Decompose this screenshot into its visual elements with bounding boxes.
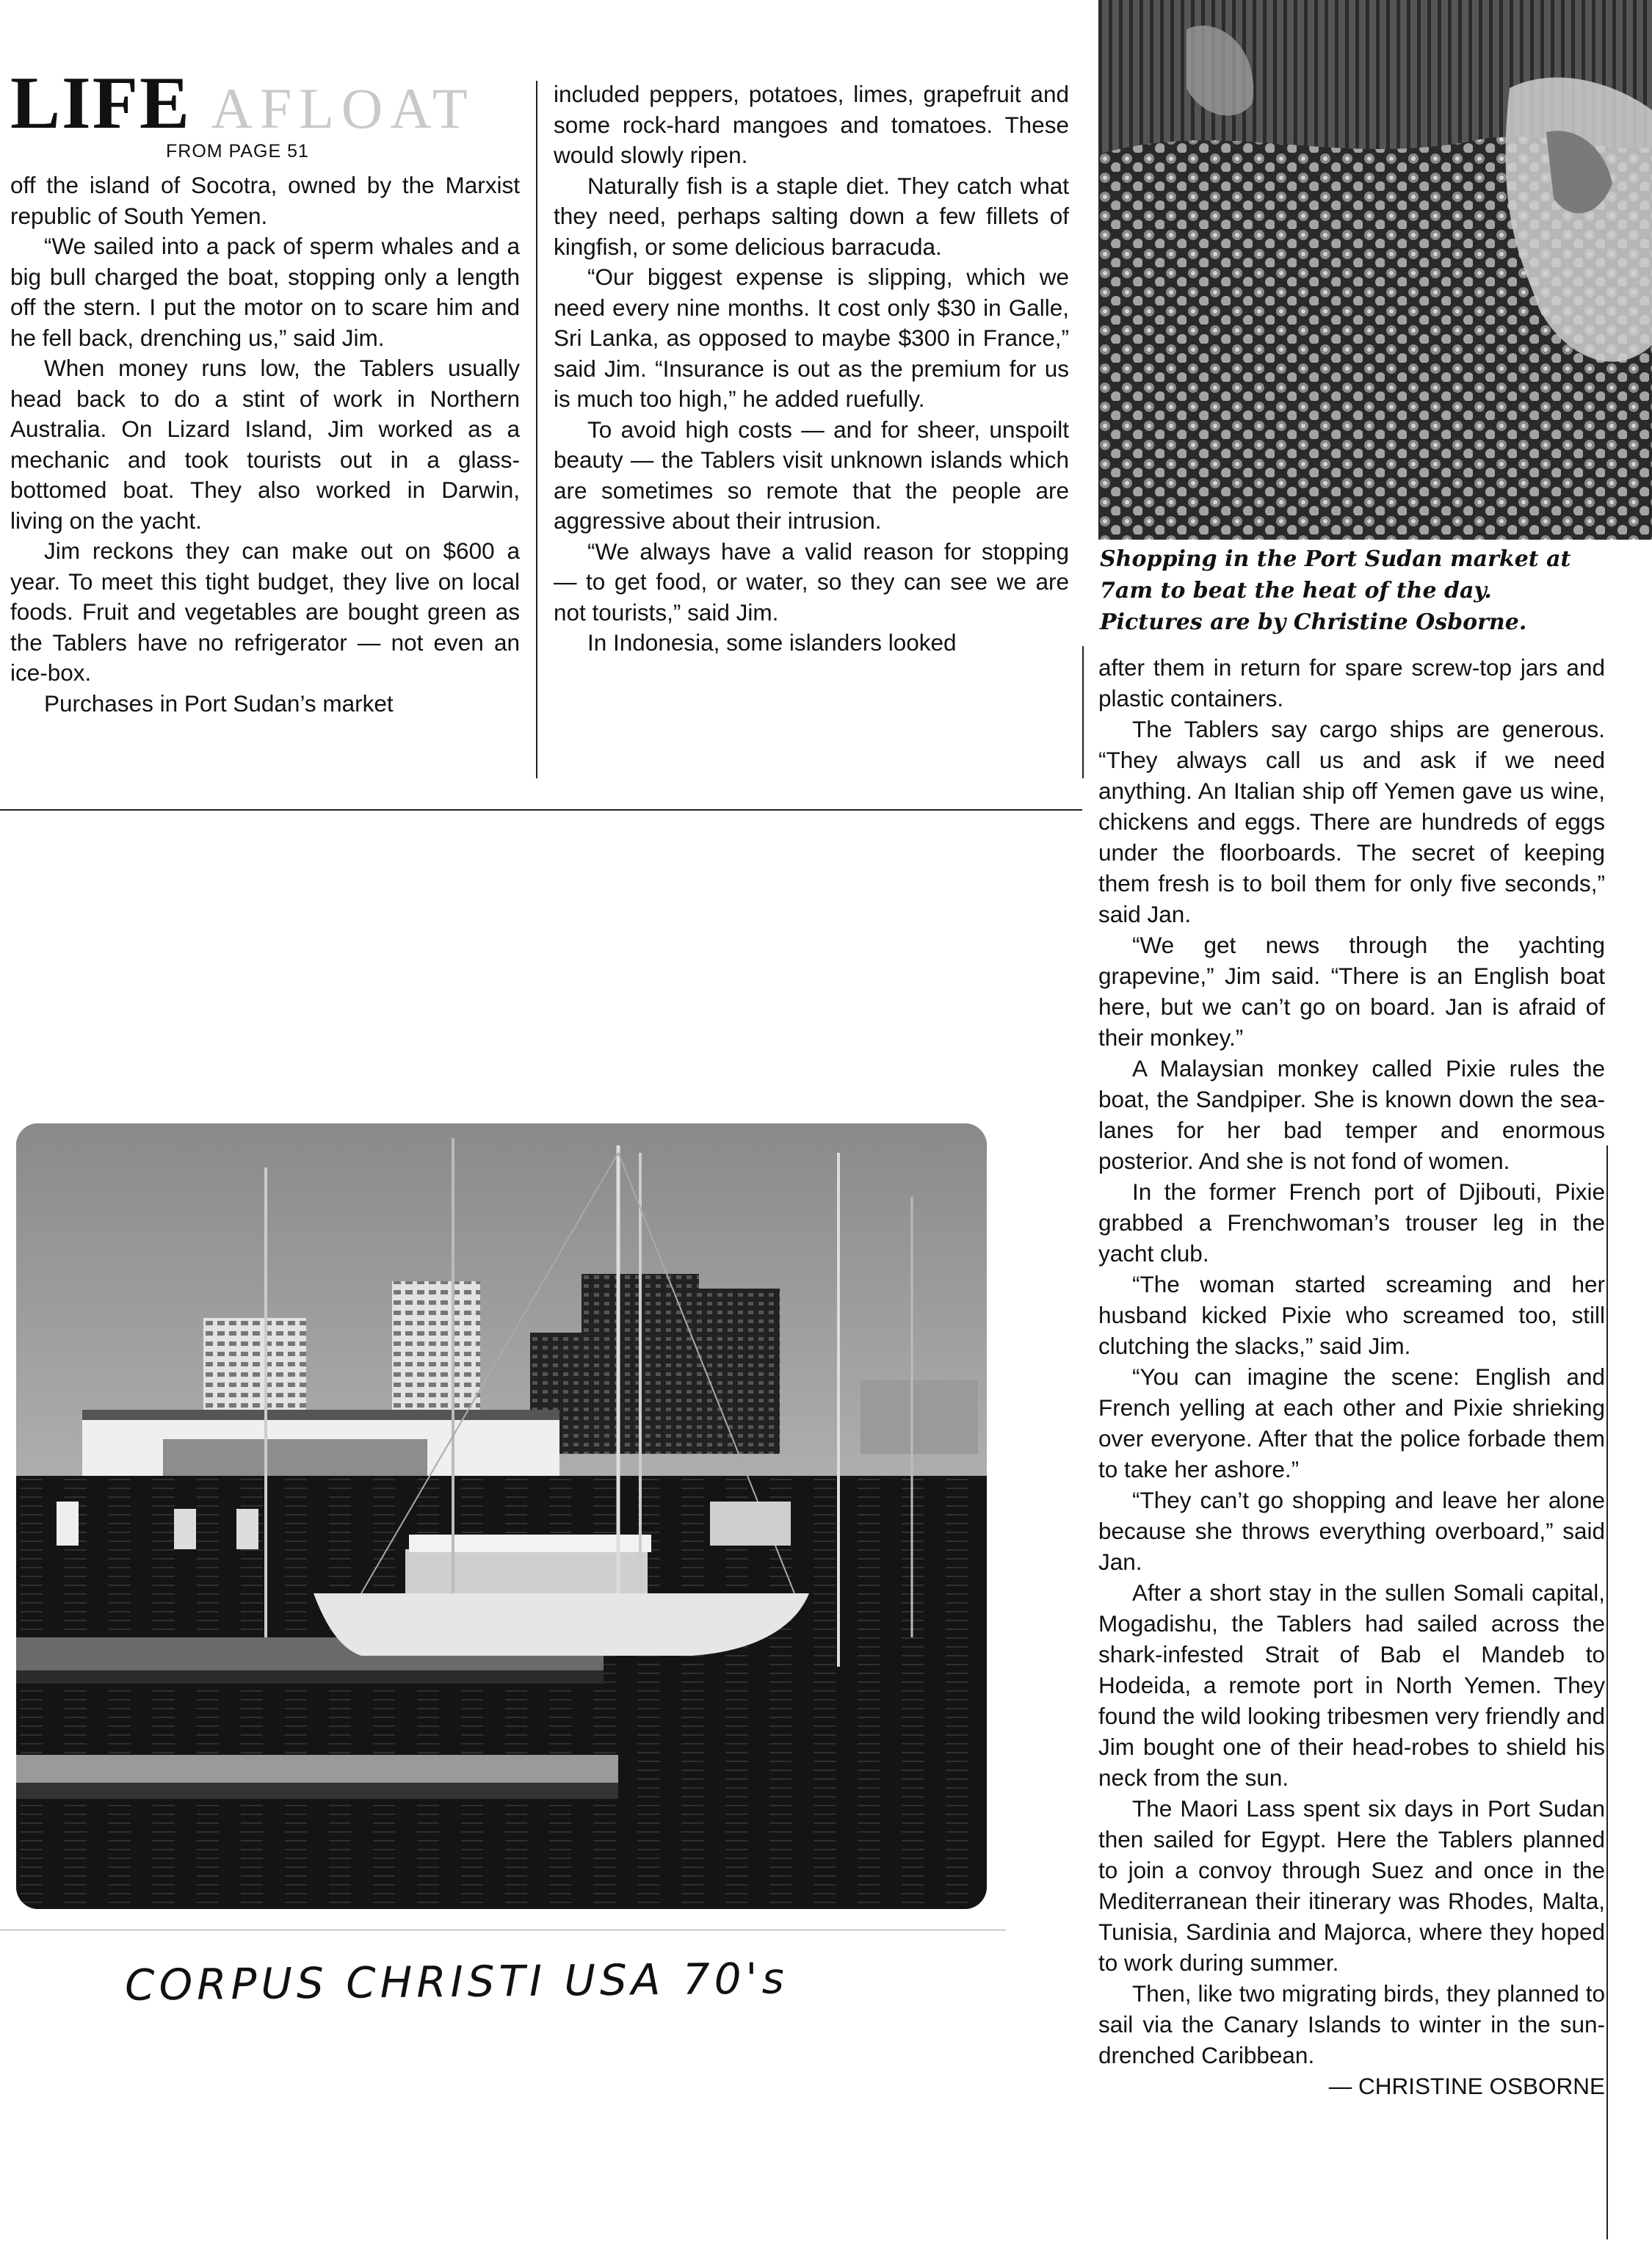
paragraph: Purchases in Port Sudan’s market	[44, 689, 394, 717]
article-column-2	[554, 79, 1069, 659]
byline: — CHRISTINE OSBORNE	[1328, 2073, 1605, 2099]
paragraph: “They can’t go shopping and leave her alone because she throws everything overboard,” said Jan.	[1098, 1487, 1605, 1575]
paragraph: off the island of Socotra, owned by the Marxist republic of South Yemen.	[10, 172, 520, 229]
paragraph: In the former French port of Djibouti, Pixie grabbed a Frenchwoman’s trouser leg in the yacht club.	[1098, 1178, 1605, 1267]
paragraph: after them in return for spare screw-top jars and plastic containers.	[1098, 654, 1605, 711]
paragraph: “The woman started screaming and her husband kicked Pixie who screamed too, still clutching the slacks,” said Jim.	[1098, 1271, 1605, 1359]
column-divider	[1082, 646, 1084, 778]
paragraph: In Indonesia, some islanders looked	[587, 629, 957, 656]
article-masthead	[10, 62, 475, 145]
column-divider	[536, 81, 537, 778]
paragraph: The Maori Lass spent six days in Port Sudan then sailed for Egypt. Here the Tablers planned to join a convoy through Suez and once in the Mediterranean their itinerary was Rhodes, Malta, Tunisia, Sardinia and Majorca, where they hoped to work during summer.	[1098, 1795, 1605, 1976]
paragraph: To avoid high costs — and for sheer, unspoilt beauty — the Tablers visit unknown islands which are sometimes so remote that the people are aggressive about their intrusion.	[554, 416, 1069, 534]
paragraph: Naturally fish is a staple diet. They catch what they need, perhaps salting down a few fillets of kingfish, or some delicious barracuda.	[554, 172, 1069, 260]
paragraph: “You can imagine the scene: English and French yelling at each other and Pixie shrieking over everyone. After that the police forbade them to take her ashore.”	[1098, 1363, 1605, 1482]
paragraph: “Our biggest expense is slipping, which we need every nine months. It cost only $30 in Galle, Sri Lanka, as opposed to maybe $300 in France,” said Jim. “Insurance is out as the premium for us is much too high,” he added ruefully.	[554, 264, 1069, 412]
paragraph: The Tablers say cargo ships are generous. “They always call us and ask if we need anything. An Italian ship off Yemen gave us wine, chickens and eggs. There are hundreds of eggs under the floorboards. The secret of keeping them fresh is to boil them for only five seconds,” said Jan.	[1098, 716, 1605, 927]
photo-caption: Shopping in the Port Sudan market at 7am to beat the heat of the day. Pictures are by Christine Osborne.	[1100, 546, 1571, 635]
section-divider	[0, 809, 1082, 811]
paragraph: “We get news through the yachting grapevine,” Jim said. “There is an English boat here, but we can’t go on board. Jan is afraid of their monkey.”	[1098, 932, 1605, 1051]
market-photo	[1098, 0, 1652, 540]
article-column-1	[10, 170, 520, 719]
paragraph: A Malaysian monkey called Pixie rules the boat, the Sandpiper. She is known down the sea-lanes for her bad temper and enormous posterior. And she is not fond of women.	[1098, 1055, 1605, 1174]
continued-from-label: FROM PAGE 51	[166, 141, 309, 162]
marina-photo	[16, 1123, 987, 1909]
masthead-title-faded: AFLOAT	[211, 76, 475, 140]
paragraph: “We always have a valid reason for stopping — to get food, or water, so they can see we are not tourists,” said Jim.	[554, 537, 1069, 626]
paragraph: Then, like two migrating birds, they planned to sail via the Canary Islands to winter in the sun-drenched Caribbean.	[1098, 1980, 1605, 2068]
column-divider	[1606, 1145, 1608, 2239]
paragraph: Jim reckons they can make out on $600 a year. To meet this tight budget, they live on local foods. Fruit and vegetables are bought green as the Tablers have no refrigerator — not even an ice-box.	[10, 537, 520, 686]
paragraph: After a short stay in the sullen Somali capital, Mogadishu, the Tablers had sailed across the shark-infested Strait of Bab el Mandeb to Hodeida, a remote port in North Yemen. They found the wild looking tribesmen very friendly and Jim bought one of their head-robes to shield his neck from the sun.	[1098, 1579, 1605, 1791]
masthead-title: LIFE	[10, 62, 192, 145]
article-column-3	[1098, 652, 1605, 2101]
paragraph: “We sailed into a pack of sperm whales and a big bull charged the boat, stopping only a length off the stern. I put the motor on to scare him and he fell back, drenching us,” said Jim.	[10, 233, 520, 351]
handwritten-note: CORPUS CHRISTI USA 70's	[124, 1953, 789, 2010]
paragraph: When money runs low, the Tablers usually head back to do a stint of work in Northern Australia. On Lizard Island, Jim worked as a mechanic and took tourists out in a glass-bottomed boat. They also worked in Darwin, living on the yacht.	[10, 355, 520, 534]
paragraph: included peppers, potatoes, limes, grapefruit and some rock-hard mangoes and tomatoes. These would slowly ripen.	[554, 81, 1069, 168]
